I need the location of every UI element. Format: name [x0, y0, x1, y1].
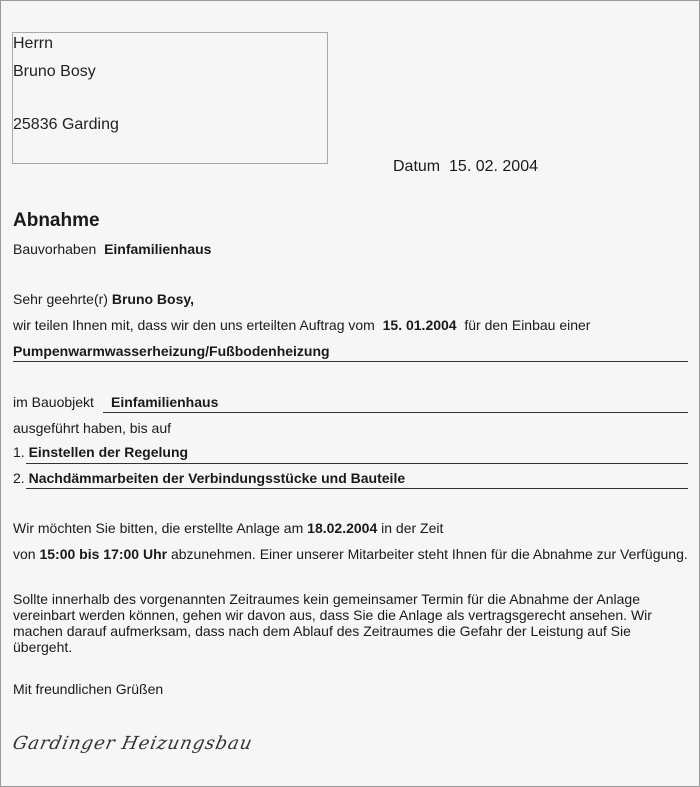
signature: Gardinger Heizungsbau: [10, 733, 255, 754]
exception-text: Nachdämmarbeiten der Verbindungsstücke und Bauteile: [28, 470, 406, 486]
exception-text: Einstellen der Regelung: [28, 444, 189, 460]
exception-underline: [26, 463, 688, 464]
installation-underline: [13, 361, 688, 362]
installation-type: Pumpenwarmwasserheizung/Fußbodenheizung: [13, 343, 330, 359]
object-label: im Bauobjekt: [13, 394, 94, 410]
exception-item: [13, 470, 405, 486]
date-value: 15. 02. 2004: [449, 158, 538, 175]
executed-text: ausgeführt haben, bis auf: [13, 420, 172, 436]
object-underline: [103, 412, 688, 413]
closing-text: Mit freundlichen Grüßen: [13, 681, 164, 697]
project-label: Bauvorhaben: [13, 241, 97, 257]
project-line: [13, 241, 211, 257]
date-line: [393, 158, 538, 176]
exception-underline: [26, 488, 688, 489]
intro-date: 15. 01.2004: [382, 317, 457, 333]
request-before: Wir möchten Sie bitten, die erstellte Anlage am: [13, 520, 304, 536]
time-paragraph: [13, 546, 688, 562]
notice-paragraph: Sollte innerhalb des vorgenannten Zeitraumes kein gemeinsamer Termin für die Abnahme der Anlage vereinbart werden können, gehen wir davon aus, dass Sie die Anlage als vertragsgerecht ansehen. Wir machen darauf aufmerksam, dass nach dem Ablauf des Zeitraumes die Gefahr der Leistung auf Sie übergeht.: [13, 591, 652, 655]
time-prefix: von: [13, 546, 36, 562]
exception-item: [13, 444, 188, 460]
date-label: Datum: [393, 158, 441, 175]
project-value: Einfamilienhaus: [104, 241, 212, 257]
time-range: 15:00 bis 17:00 Uhr: [39, 546, 168, 562]
greeting-name: Bruno Bosy,: [111, 291, 195, 307]
recipient-name: Bruno Bosy: [13, 63, 96, 80]
request-date: 18.02.2004: [307, 520, 378, 536]
time-rest: abzunehmen. Einer unserer Mitarbeiter steht Ihnen für die Abnahme zur Verfügung.: [170, 546, 688, 562]
letter-title: Abnahme: [13, 210, 100, 231]
exception-number: 2.: [13, 470, 25, 486]
address-box: [12, 32, 328, 164]
greeting-prefix: Sehr geehrte(r): [13, 291, 108, 307]
exception-number: 1.: [13, 444, 25, 460]
recipient-salutation: Herrn: [13, 35, 54, 52]
request-after: in der Zeit: [381, 520, 444, 536]
request-line: [13, 520, 443, 536]
object-value: Einfamilienhaus: [111, 394, 219, 410]
intro-line: [13, 317, 590, 333]
intro-before: wir teilen Ihnen mit, dass wir den uns erteilten Auftrag vom: [13, 317, 375, 333]
recipient-city: 25836 Garding: [13, 116, 119, 133]
intro-after: für den Einbau einer: [464, 317, 591, 333]
greeting-line: [13, 291, 194, 307]
